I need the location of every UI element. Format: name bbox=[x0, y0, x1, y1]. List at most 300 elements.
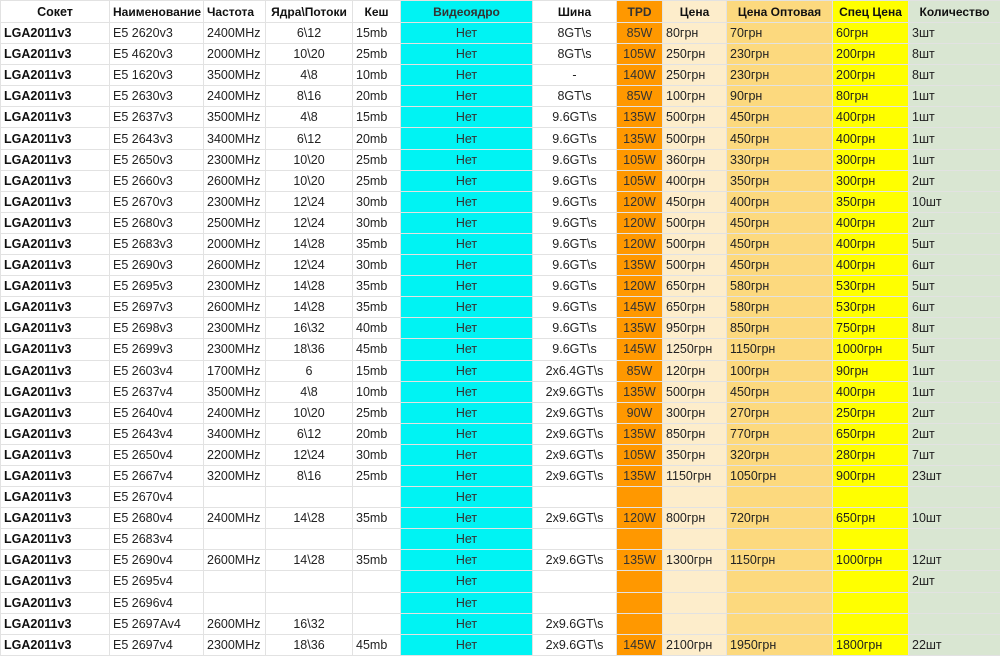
cell-tdp[interactable]: 140W bbox=[617, 65, 663, 86]
cell-tdp[interactable]: 135W bbox=[617, 465, 663, 486]
cell-quantity[interactable]: 2шт bbox=[909, 423, 1000, 444]
cell-name[interactable]: E5 2650v4 bbox=[110, 444, 204, 465]
cell-cores-threads[interactable]: 10\20 bbox=[266, 149, 353, 170]
cell-frequency[interactable]: 3500MHz bbox=[204, 65, 266, 86]
cell-video-core[interactable]: Нет bbox=[401, 381, 533, 402]
cell-name[interactable]: E5 2698v3 bbox=[110, 318, 204, 339]
cell-bus[interactable]: 9.6GT\s bbox=[533, 318, 617, 339]
cell-wholesale-price[interactable]: 770грн bbox=[727, 423, 833, 444]
cell-tdp[interactable]: 135W bbox=[617, 381, 663, 402]
cell-name[interactable]: E5 2603v4 bbox=[110, 360, 204, 381]
cell-cores-threads[interactable]: 4\8 bbox=[266, 381, 353, 402]
cell-frequency[interactable]: 2300MHz bbox=[204, 634, 266, 655]
cell-special-price[interactable]: 400грн bbox=[833, 212, 909, 233]
cell-name[interactable]: E5 2690v4 bbox=[110, 550, 204, 571]
cell-video-core[interactable]: Нет bbox=[401, 65, 533, 86]
cell-bus[interactable]: 2x9.6GT\s bbox=[533, 634, 617, 655]
cell-bus[interactable]: 2x9.6GT\s bbox=[533, 550, 617, 571]
cell-tdp[interactable]: 135W bbox=[617, 107, 663, 128]
cell-special-price[interactable] bbox=[833, 571, 909, 592]
cell-cache[interactable] bbox=[353, 529, 401, 550]
cell-tdp[interactable]: 105W bbox=[617, 170, 663, 191]
cell-frequency[interactable] bbox=[204, 487, 266, 508]
cell-tdp[interactable]: 145W bbox=[617, 634, 663, 655]
cell-video-core[interactable]: Нет bbox=[401, 233, 533, 254]
cell-video-core[interactable]: Нет bbox=[401, 465, 533, 486]
cell-cores-threads[interactable]: 16\32 bbox=[266, 318, 353, 339]
cell-quantity[interactable]: 5шт bbox=[909, 339, 1000, 360]
cell-bus[interactable]: 9.6GT\s bbox=[533, 212, 617, 233]
cell-frequency[interactable]: 2400MHz bbox=[204, 86, 266, 107]
cell-price[interactable]: 300грн bbox=[663, 402, 727, 423]
cell-quantity[interactable]: 6шт bbox=[909, 255, 1000, 276]
cell-video-core[interactable]: Нет bbox=[401, 191, 533, 212]
cell-price[interactable] bbox=[663, 571, 727, 592]
cell-special-price[interactable]: 650грн bbox=[833, 508, 909, 529]
cell-cache[interactable]: 25mb bbox=[353, 149, 401, 170]
cell-quantity[interactable]: 5шт bbox=[909, 276, 1000, 297]
cell-wholesale-price[interactable]: 90грн bbox=[727, 86, 833, 107]
cell-wholesale-price[interactable]: 720грн bbox=[727, 508, 833, 529]
cell-cores-threads[interactable]: 14\28 bbox=[266, 276, 353, 297]
cell-price[interactable]: 100грн bbox=[663, 86, 727, 107]
cell-special-price[interactable]: 400грн bbox=[833, 233, 909, 254]
cell-video-core[interactable]: Нет bbox=[401, 255, 533, 276]
cell-name[interactable]: E5 2690v3 bbox=[110, 255, 204, 276]
cell-video-core[interactable]: Нет bbox=[401, 592, 533, 613]
cell-socket[interactable]: LGA2011v3 bbox=[1, 444, 110, 465]
cell-frequency[interactable] bbox=[204, 592, 266, 613]
header-quantity[interactable]: Количество bbox=[909, 1, 1000, 23]
cell-special-price[interactable]: 300грн bbox=[833, 149, 909, 170]
cell-tdp[interactable]: 135W bbox=[617, 550, 663, 571]
cell-quantity[interactable]: 1шт bbox=[909, 128, 1000, 149]
cell-bus[interactable]: 2x9.6GT\s bbox=[533, 465, 617, 486]
cell-name[interactable]: E5 2697Av4 bbox=[110, 613, 204, 634]
cell-special-price[interactable]: 90грн bbox=[833, 360, 909, 381]
cell-frequency[interactable]: 2400MHz bbox=[204, 508, 266, 529]
cell-cores-threads[interactable]: 10\20 bbox=[266, 402, 353, 423]
cell-frequency[interactable]: 2000MHz bbox=[204, 233, 266, 254]
cell-frequency[interactable]: 2300MHz bbox=[204, 318, 266, 339]
cell-price[interactable]: 950грн bbox=[663, 318, 727, 339]
cell-frequency[interactable]: 2600MHz bbox=[204, 170, 266, 191]
cell-bus[interactable]: 9.6GT\s bbox=[533, 191, 617, 212]
cell-video-core[interactable]: Нет bbox=[401, 402, 533, 423]
cell-cores-threads[interactable]: 6\12 bbox=[266, 128, 353, 149]
cell-cache[interactable]: 30mb bbox=[353, 255, 401, 276]
cell-tdp[interactable]: 85W bbox=[617, 360, 663, 381]
cell-video-core[interactable]: Нет bbox=[401, 212, 533, 233]
cell-special-price[interactable]: 400грн bbox=[833, 107, 909, 128]
cell-price[interactable]: 250грн bbox=[663, 65, 727, 86]
cell-frequency[interactable]: 2600MHz bbox=[204, 255, 266, 276]
cell-cores-threads[interactable]: 8\16 bbox=[266, 465, 353, 486]
cell-price[interactable]: 80грн bbox=[663, 23, 727, 44]
cell-special-price[interactable]: 400грн bbox=[833, 128, 909, 149]
cell-frequency[interactable]: 3400MHz bbox=[204, 128, 266, 149]
cell-socket[interactable]: LGA2011v3 bbox=[1, 149, 110, 170]
cell-cores-threads[interactable]: 10\20 bbox=[266, 44, 353, 65]
cell-name[interactable]: E5 2643v3 bbox=[110, 128, 204, 149]
cell-wholesale-price[interactable]: 230грн bbox=[727, 65, 833, 86]
cell-cores-threads[interactable]: 6\12 bbox=[266, 23, 353, 44]
cell-socket[interactable]: LGA2011v3 bbox=[1, 508, 110, 529]
cell-cache[interactable]: 35mb bbox=[353, 276, 401, 297]
cell-name[interactable]: E5 2643v4 bbox=[110, 423, 204, 444]
cell-cache[interactable]: 45mb bbox=[353, 339, 401, 360]
cell-cores-threads[interactable]: 4\8 bbox=[266, 107, 353, 128]
cell-wholesale-price[interactable]: 450грн bbox=[727, 107, 833, 128]
cell-video-core[interactable]: Нет bbox=[401, 276, 533, 297]
cell-frequency[interactable]: 2400MHz bbox=[204, 23, 266, 44]
cell-socket[interactable]: LGA2011v3 bbox=[1, 529, 110, 550]
header-name[interactable]: Наименование bbox=[110, 1, 204, 23]
cell-name[interactable]: E5 2680v4 bbox=[110, 508, 204, 529]
cell-bus[interactable]: 9.6GT\s bbox=[533, 255, 617, 276]
cell-special-price[interactable] bbox=[833, 613, 909, 634]
cell-cores-threads[interactable]: 16\32 bbox=[266, 613, 353, 634]
cell-cores-threads[interactable]: 4\8 bbox=[266, 65, 353, 86]
cell-special-price[interactable]: 1000грн bbox=[833, 550, 909, 571]
cell-quantity[interactable]: 6шт bbox=[909, 297, 1000, 318]
cell-price[interactable] bbox=[663, 529, 727, 550]
cell-cache[interactable]: 20mb bbox=[353, 86, 401, 107]
cell-wholesale-price[interactable]: 450грн bbox=[727, 255, 833, 276]
cell-socket[interactable]: LGA2011v3 bbox=[1, 255, 110, 276]
cell-price[interactable]: 120грн bbox=[663, 360, 727, 381]
cell-quantity[interactable]: 12шт bbox=[909, 550, 1000, 571]
cell-cores-threads[interactable]: 12\24 bbox=[266, 191, 353, 212]
cell-price[interactable]: 500грн bbox=[663, 212, 727, 233]
cell-bus[interactable] bbox=[533, 592, 617, 613]
cell-name[interactable]: E5 4620v3 bbox=[110, 44, 204, 65]
header-wholesale-price[interactable]: Цена Оптовая bbox=[727, 1, 833, 23]
cell-special-price[interactable]: 60грн bbox=[833, 23, 909, 44]
cell-cache[interactable] bbox=[353, 487, 401, 508]
cell-special-price[interactable]: 530грн bbox=[833, 276, 909, 297]
cell-tdp[interactable]: 120W bbox=[617, 212, 663, 233]
cell-socket[interactable]: LGA2011v3 bbox=[1, 571, 110, 592]
cell-cores-threads[interactable]: 12\24 bbox=[266, 444, 353, 465]
cell-frequency[interactable]: 2300MHz bbox=[204, 276, 266, 297]
cell-tdp[interactable] bbox=[617, 571, 663, 592]
cell-bus[interactable]: 2x9.6GT\s bbox=[533, 381, 617, 402]
cell-bus[interactable]: - bbox=[533, 65, 617, 86]
cell-price[interactable]: 1250грн bbox=[663, 339, 727, 360]
cell-price[interactable]: 500грн bbox=[663, 128, 727, 149]
cell-video-core[interactable]: Нет bbox=[401, 170, 533, 191]
cell-frequency[interactable] bbox=[204, 571, 266, 592]
cell-price[interactable]: 500грн bbox=[663, 107, 727, 128]
cell-wholesale-price[interactable]: 450грн bbox=[727, 233, 833, 254]
cell-socket[interactable]: LGA2011v3 bbox=[1, 297, 110, 318]
cell-video-core[interactable]: Нет bbox=[401, 23, 533, 44]
cell-socket[interactable]: LGA2011v3 bbox=[1, 339, 110, 360]
cell-cache[interactable]: 20mb bbox=[353, 128, 401, 149]
cell-tdp[interactable]: 85W bbox=[617, 23, 663, 44]
cell-socket[interactable]: LGA2011v3 bbox=[1, 233, 110, 254]
cell-quantity[interactable]: 1шт bbox=[909, 360, 1000, 381]
cell-cores-threads[interactable]: 6\12 bbox=[266, 423, 353, 444]
cell-cache[interactable]: 35mb bbox=[353, 550, 401, 571]
cell-frequency[interactable]: 2600MHz bbox=[204, 550, 266, 571]
cell-tdp[interactable]: 135W bbox=[617, 255, 663, 276]
cell-wholesale-price[interactable]: 580грн bbox=[727, 297, 833, 318]
cell-quantity[interactable] bbox=[909, 592, 1000, 613]
cell-socket[interactable]: LGA2011v3 bbox=[1, 170, 110, 191]
cell-name[interactable]: E5 2637v4 bbox=[110, 381, 204, 402]
cell-name[interactable]: E5 2683v4 bbox=[110, 529, 204, 550]
cell-cache[interactable]: 15mb bbox=[353, 107, 401, 128]
cell-video-core[interactable]: Нет bbox=[401, 128, 533, 149]
cell-price[interactable] bbox=[663, 487, 727, 508]
cell-video-core[interactable]: Нет bbox=[401, 86, 533, 107]
cell-name[interactable]: E5 2697v3 bbox=[110, 297, 204, 318]
header-bus[interactable]: Шина bbox=[533, 1, 617, 23]
cell-frequency[interactable]: 1700MHz bbox=[204, 360, 266, 381]
cell-cache[interactable]: 25mb bbox=[353, 170, 401, 191]
cell-cache[interactable]: 25mb bbox=[353, 44, 401, 65]
cell-name[interactable]: E5 2683v3 bbox=[110, 233, 204, 254]
cell-cache[interactable]: 25mb bbox=[353, 465, 401, 486]
cell-cache[interactable] bbox=[353, 613, 401, 634]
cell-name[interactable]: E5 2660v3 bbox=[110, 170, 204, 191]
cell-cache[interactable]: 10mb bbox=[353, 381, 401, 402]
cell-frequency[interactable] bbox=[204, 529, 266, 550]
cell-name[interactable]: E5 2670v4 bbox=[110, 487, 204, 508]
cell-bus[interactable]: 9.6GT\s bbox=[533, 107, 617, 128]
cell-video-core[interactable]: Нет bbox=[401, 107, 533, 128]
cell-frequency[interactable]: 2600MHz bbox=[204, 613, 266, 634]
cell-name[interactable]: E5 2696v4 bbox=[110, 592, 204, 613]
cell-special-price[interactable]: 530грн bbox=[833, 297, 909, 318]
cell-wholesale-price[interactable] bbox=[727, 613, 833, 634]
cell-frequency[interactable]: 2300MHz bbox=[204, 149, 266, 170]
cell-bus[interactable]: 9.6GT\s bbox=[533, 276, 617, 297]
cell-special-price[interactable]: 750грн bbox=[833, 318, 909, 339]
cell-socket[interactable]: LGA2011v3 bbox=[1, 402, 110, 423]
header-cache[interactable]: Кеш bbox=[353, 1, 401, 23]
cell-socket[interactable]: LGA2011v3 bbox=[1, 44, 110, 65]
cell-tdp[interactable]: 145W bbox=[617, 339, 663, 360]
cell-wholesale-price[interactable] bbox=[727, 592, 833, 613]
cell-tdp[interactable] bbox=[617, 487, 663, 508]
cell-tdp[interactable]: 105W bbox=[617, 149, 663, 170]
cell-video-core[interactable]: Нет bbox=[401, 613, 533, 634]
cell-special-price[interactable]: 650грн bbox=[833, 423, 909, 444]
cell-quantity[interactable]: 2шт bbox=[909, 170, 1000, 191]
cell-socket[interactable]: LGA2011v3 bbox=[1, 550, 110, 571]
cell-cache[interactable]: 45mb bbox=[353, 634, 401, 655]
cell-price[interactable]: 400грн bbox=[663, 170, 727, 191]
cell-cores-threads[interactable] bbox=[266, 592, 353, 613]
header-cores-threads[interactable]: Ядра\Потоки bbox=[266, 1, 353, 23]
cell-wholesale-price[interactable]: 330грн bbox=[727, 149, 833, 170]
cell-cache[interactable]: 35mb bbox=[353, 297, 401, 318]
cell-tdp[interactable] bbox=[617, 613, 663, 634]
cell-tdp[interactable]: 90W bbox=[617, 402, 663, 423]
cell-name[interactable]: E5 2670v3 bbox=[110, 191, 204, 212]
cell-wholesale-price[interactable]: 350грн bbox=[727, 170, 833, 191]
cell-price[interactable]: 360грн bbox=[663, 149, 727, 170]
cell-price[interactable]: 800грн bbox=[663, 508, 727, 529]
cell-name[interactable]: E5 2667v4 bbox=[110, 465, 204, 486]
cell-quantity[interactable]: 22шт bbox=[909, 634, 1000, 655]
cell-cache[interactable]: 30mb bbox=[353, 191, 401, 212]
cell-special-price[interactable] bbox=[833, 529, 909, 550]
cell-bus[interactable] bbox=[533, 571, 617, 592]
cell-price[interactable] bbox=[663, 592, 727, 613]
cell-cache[interactable]: 40mb bbox=[353, 318, 401, 339]
cell-quantity[interactable]: 2шт bbox=[909, 402, 1000, 423]
cell-bus[interactable]: 2x9.6GT\s bbox=[533, 444, 617, 465]
cell-tdp[interactable]: 120W bbox=[617, 191, 663, 212]
cell-tdp[interactable]: 135W bbox=[617, 423, 663, 444]
cell-cache[interactable]: 15mb bbox=[353, 360, 401, 381]
cell-quantity[interactable]: 1шт bbox=[909, 149, 1000, 170]
cell-price[interactable]: 500грн bbox=[663, 233, 727, 254]
cell-special-price[interactable]: 1000грн bbox=[833, 339, 909, 360]
cell-cores-threads[interactable]: 14\28 bbox=[266, 233, 353, 254]
cell-price[interactable]: 650грн bbox=[663, 297, 727, 318]
cell-frequency[interactable]: 2300MHz bbox=[204, 339, 266, 360]
cell-name[interactable]: E5 2640v4 bbox=[110, 402, 204, 423]
cell-cache[interactable]: 30mb bbox=[353, 444, 401, 465]
cell-socket[interactable]: LGA2011v3 bbox=[1, 276, 110, 297]
cell-bus[interactable]: 2x9.6GT\s bbox=[533, 508, 617, 529]
cell-quantity[interactable]: 1шт bbox=[909, 107, 1000, 128]
cell-tdp[interactable]: 120W bbox=[617, 508, 663, 529]
cell-cache[interactable] bbox=[353, 571, 401, 592]
cell-quantity[interactable] bbox=[909, 613, 1000, 634]
cell-wholesale-price[interactable]: 450грн bbox=[727, 212, 833, 233]
cell-bus[interactable]: 9.6GT\s bbox=[533, 170, 617, 191]
cell-price[interactable] bbox=[663, 613, 727, 634]
cell-video-core[interactable]: Нет bbox=[401, 423, 533, 444]
cell-wholesale-price[interactable] bbox=[727, 529, 833, 550]
cell-tdp[interactable] bbox=[617, 529, 663, 550]
header-frequency[interactable]: Частота bbox=[204, 1, 266, 23]
cell-bus[interactable]: 8GT\s bbox=[533, 44, 617, 65]
cell-wholesale-price[interactable]: 1150грн bbox=[727, 550, 833, 571]
cell-socket[interactable]: LGA2011v3 bbox=[1, 128, 110, 149]
header-special-price[interactable]: Спец Цена bbox=[833, 1, 909, 23]
cell-cache[interactable]: 35mb bbox=[353, 508, 401, 529]
cell-cores-threads[interactable] bbox=[266, 571, 353, 592]
header-video-core[interactable]: Видеоядро bbox=[401, 1, 533, 23]
cell-bus[interactable]: 2x6.4GT\s bbox=[533, 360, 617, 381]
cell-cache[interactable] bbox=[353, 592, 401, 613]
cell-cores-threads[interactable]: 6 bbox=[266, 360, 353, 381]
cell-special-price[interactable]: 400грн bbox=[833, 255, 909, 276]
cell-quantity[interactable]: 23шт bbox=[909, 465, 1000, 486]
cell-price[interactable]: 1300грн bbox=[663, 550, 727, 571]
cell-socket[interactable]: LGA2011v3 bbox=[1, 65, 110, 86]
cell-wholesale-price[interactable]: 1050грн bbox=[727, 465, 833, 486]
cell-socket[interactable]: LGA2011v3 bbox=[1, 191, 110, 212]
cell-name[interactable]: E5 2697v4 bbox=[110, 634, 204, 655]
cell-socket[interactable]: LGA2011v3 bbox=[1, 318, 110, 339]
cell-cores-threads[interactable]: 14\28 bbox=[266, 508, 353, 529]
cell-cache[interactable]: 30mb bbox=[353, 212, 401, 233]
header-tdp[interactable]: TPD bbox=[617, 1, 663, 23]
cell-wholesale-price[interactable]: 580грн bbox=[727, 276, 833, 297]
cell-cores-threads[interactable]: 8\16 bbox=[266, 86, 353, 107]
cell-special-price[interactable]: 200грн bbox=[833, 44, 909, 65]
cell-wholesale-price[interactable]: 320грн bbox=[727, 444, 833, 465]
cell-quantity[interactable] bbox=[909, 487, 1000, 508]
cell-frequency[interactable]: 2000MHz bbox=[204, 44, 266, 65]
cell-socket[interactable]: LGA2011v3 bbox=[1, 23, 110, 44]
cell-cache[interactable]: 10mb bbox=[353, 65, 401, 86]
cell-frequency[interactable]: 2600MHz bbox=[204, 297, 266, 318]
cell-cores-threads[interactable] bbox=[266, 487, 353, 508]
cell-special-price[interactable]: 80грн bbox=[833, 86, 909, 107]
cell-socket[interactable]: LGA2011v3 bbox=[1, 107, 110, 128]
cell-video-core[interactable]: Нет bbox=[401, 318, 533, 339]
cell-tdp[interactable]: 145W bbox=[617, 297, 663, 318]
cell-cores-threads[interactable] bbox=[266, 529, 353, 550]
cell-video-core[interactable]: Нет bbox=[401, 297, 533, 318]
cell-quantity[interactable]: 10шт bbox=[909, 191, 1000, 212]
cell-video-core[interactable]: Нет bbox=[401, 360, 533, 381]
cell-bus[interactable]: 8GT\s bbox=[533, 23, 617, 44]
cell-frequency[interactable]: 3500MHz bbox=[204, 381, 266, 402]
cell-special-price[interactable]: 350грн bbox=[833, 191, 909, 212]
cell-video-core[interactable]: Нет bbox=[401, 550, 533, 571]
cell-frequency[interactable]: 3400MHz bbox=[204, 423, 266, 444]
cell-price[interactable]: 500грн bbox=[663, 381, 727, 402]
cell-bus[interactable]: 2x9.6GT\s bbox=[533, 402, 617, 423]
cell-special-price[interactable]: 400грн bbox=[833, 381, 909, 402]
cell-bus[interactable] bbox=[533, 529, 617, 550]
cell-bus[interactable]: 9.6GT\s bbox=[533, 233, 617, 254]
cell-bus[interactable]: 9.6GT\s bbox=[533, 128, 617, 149]
cell-tdp[interactable] bbox=[617, 592, 663, 613]
cell-name[interactable]: E5 2630v3 bbox=[110, 86, 204, 107]
cell-wholesale-price[interactable]: 450грн bbox=[727, 128, 833, 149]
cell-socket[interactable]: LGA2011v3 bbox=[1, 634, 110, 655]
cell-special-price[interactable]: 200грн bbox=[833, 65, 909, 86]
cell-video-core[interactable]: Нет bbox=[401, 487, 533, 508]
cell-video-core[interactable]: Нет bbox=[401, 571, 533, 592]
cell-quantity[interactable]: 7шт bbox=[909, 444, 1000, 465]
cell-tdp[interactable]: 135W bbox=[617, 128, 663, 149]
cell-cores-threads[interactable]: 18\36 bbox=[266, 339, 353, 360]
cell-bus[interactable]: 9.6GT\s bbox=[533, 149, 617, 170]
header-price[interactable]: Цена bbox=[663, 1, 727, 23]
cell-video-core[interactable]: Нет bbox=[401, 339, 533, 360]
cell-cores-threads[interactable]: 18\36 bbox=[266, 634, 353, 655]
cell-special-price[interactable] bbox=[833, 487, 909, 508]
cell-socket[interactable]: LGA2011v3 bbox=[1, 465, 110, 486]
cell-price[interactable]: 650грн bbox=[663, 276, 727, 297]
cell-socket[interactable]: LGA2011v3 bbox=[1, 360, 110, 381]
cell-price[interactable]: 250грн bbox=[663, 44, 727, 65]
cell-socket[interactable]: LGA2011v3 bbox=[1, 86, 110, 107]
cell-tdp[interactable]: 120W bbox=[617, 233, 663, 254]
cell-price[interactable]: 350грн bbox=[663, 444, 727, 465]
cell-tdp[interactable]: 105W bbox=[617, 444, 663, 465]
cell-bus[interactable]: 8GT\s bbox=[533, 86, 617, 107]
cell-quantity[interactable] bbox=[909, 529, 1000, 550]
cell-wholesale-price[interactable]: 450грн bbox=[727, 381, 833, 402]
cell-name[interactable]: E5 2650v3 bbox=[110, 149, 204, 170]
cell-tdp[interactable]: 85W bbox=[617, 86, 663, 107]
cell-quantity[interactable]: 5шт bbox=[909, 233, 1000, 254]
cell-video-core[interactable]: Нет bbox=[401, 44, 533, 65]
